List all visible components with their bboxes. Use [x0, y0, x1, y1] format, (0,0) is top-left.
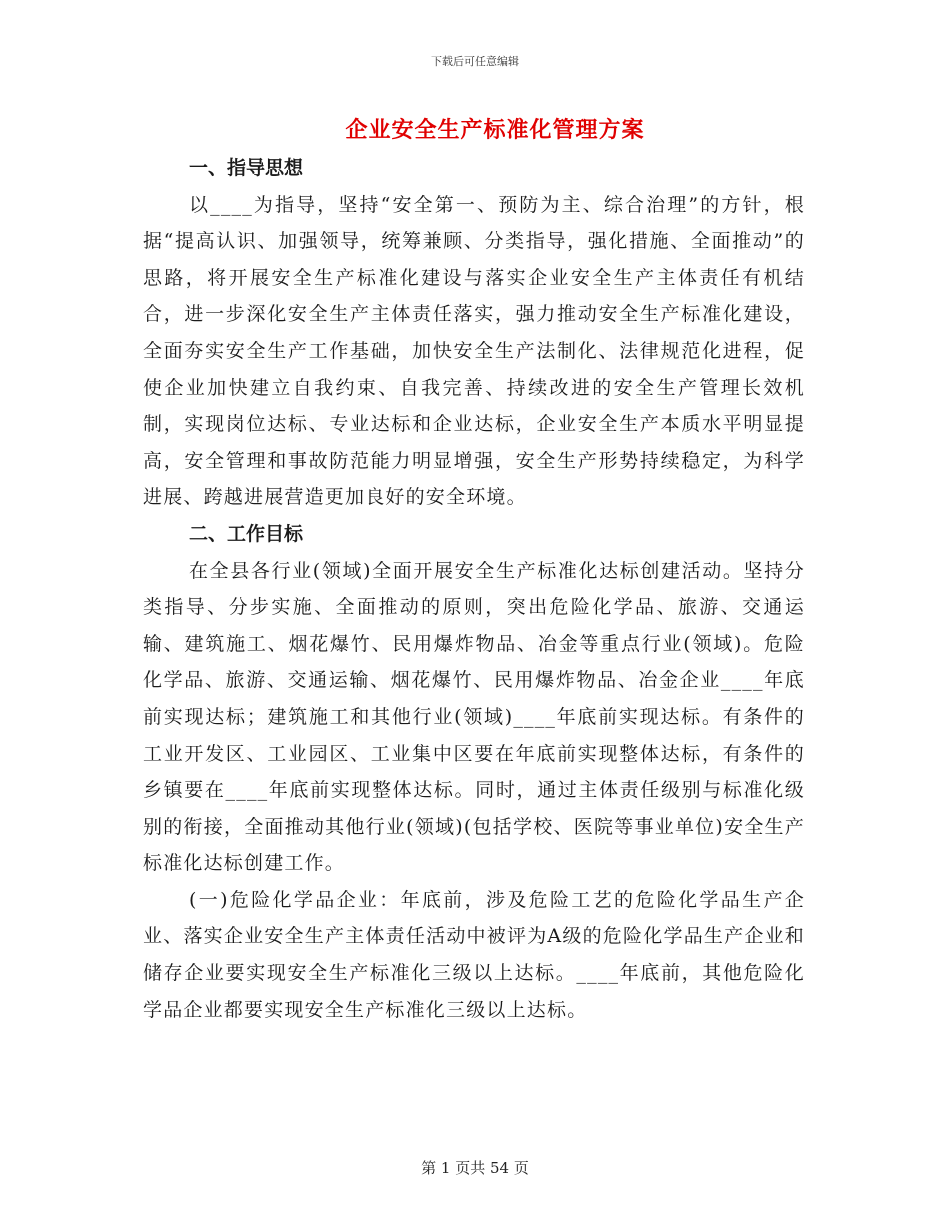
section-guiding-ideology — [143, 150, 805, 516]
section-work-goals — [143, 516, 805, 1028]
page-footer: 第 1 页共 54 页 — [421, 1159, 529, 1177]
section-heading: 一、指导思想 — [189, 157, 304, 179]
document-body — [143, 150, 805, 1028]
paragraph: 以____为指导，坚持“安全第一、预防为主、综合治理”的方针，根据“提高认识、加强领导，统筹兼顾、分类指导，强化措施、全面推动”的思路，将开展安全生产标准化建设与落实企业安全生产主体责任有机结合，进一步深化安全生产主体责任落实，强力推动安全生产标准化建设，全面夯实安全生产工作基础，加快安全生产法制化、法律规范化进程，促使企业加快建立自我约束、自我完善、持续改进的安全生产管理长效机制，实现岗位达标、专业达标和企业达标，企业安全生产本质水平明显提高，安全管理和事故防范能力明显增强，安全生产形势持续稳定，为科学进展、跨越进展营造更加良好的安全环境。 — [143, 193, 805, 509]
header-note: 下载后可任意编辑 — [431, 55, 519, 68]
section-heading: 二、工作目标 — [189, 522, 304, 545]
document-title: 企业安全生产标准化管理方案 — [345, 117, 645, 143]
paragraph: 在全县各行业(领域)全面开展安全生产标准化达标创建活动。坚持分类指导、分步实施、全面推动的原则，突出危险化学品、旅游、交通运输、建筑施工、烟花爆竹、民用爆炸物品、冶金等重点行业(领域)。危险化学品、旅游、交通运输、烟花爆竹、民用爆炸物品、冶金企业____年底前实现达标；建筑施工和其他行业(领域)____年底前实现达标。有条件的工业开发区、工业园区、工业集中区要在年底前实现整体达标，有条件的乡镇要在____年底前实现整体达标。同时，通过主体责任级别与标准化级别的衔接，全面推动其他行业(领域)(包括学校、医院等事业单位)安全生产标准化达标创建工作。 — [143, 559, 805, 875]
paragraph: (一)危险化学品企业：年底前，涉及危险工艺的危险化学品生产企业、落实企业安全生产主体责任活动中被评为A级的危险化学品生产企业和储存企业要实现安全生产标准化三级以上达标。____年底前，其他危险化学品企业都要实现安全生产标准化三级以上达标。 — [143, 888, 805, 1021]
